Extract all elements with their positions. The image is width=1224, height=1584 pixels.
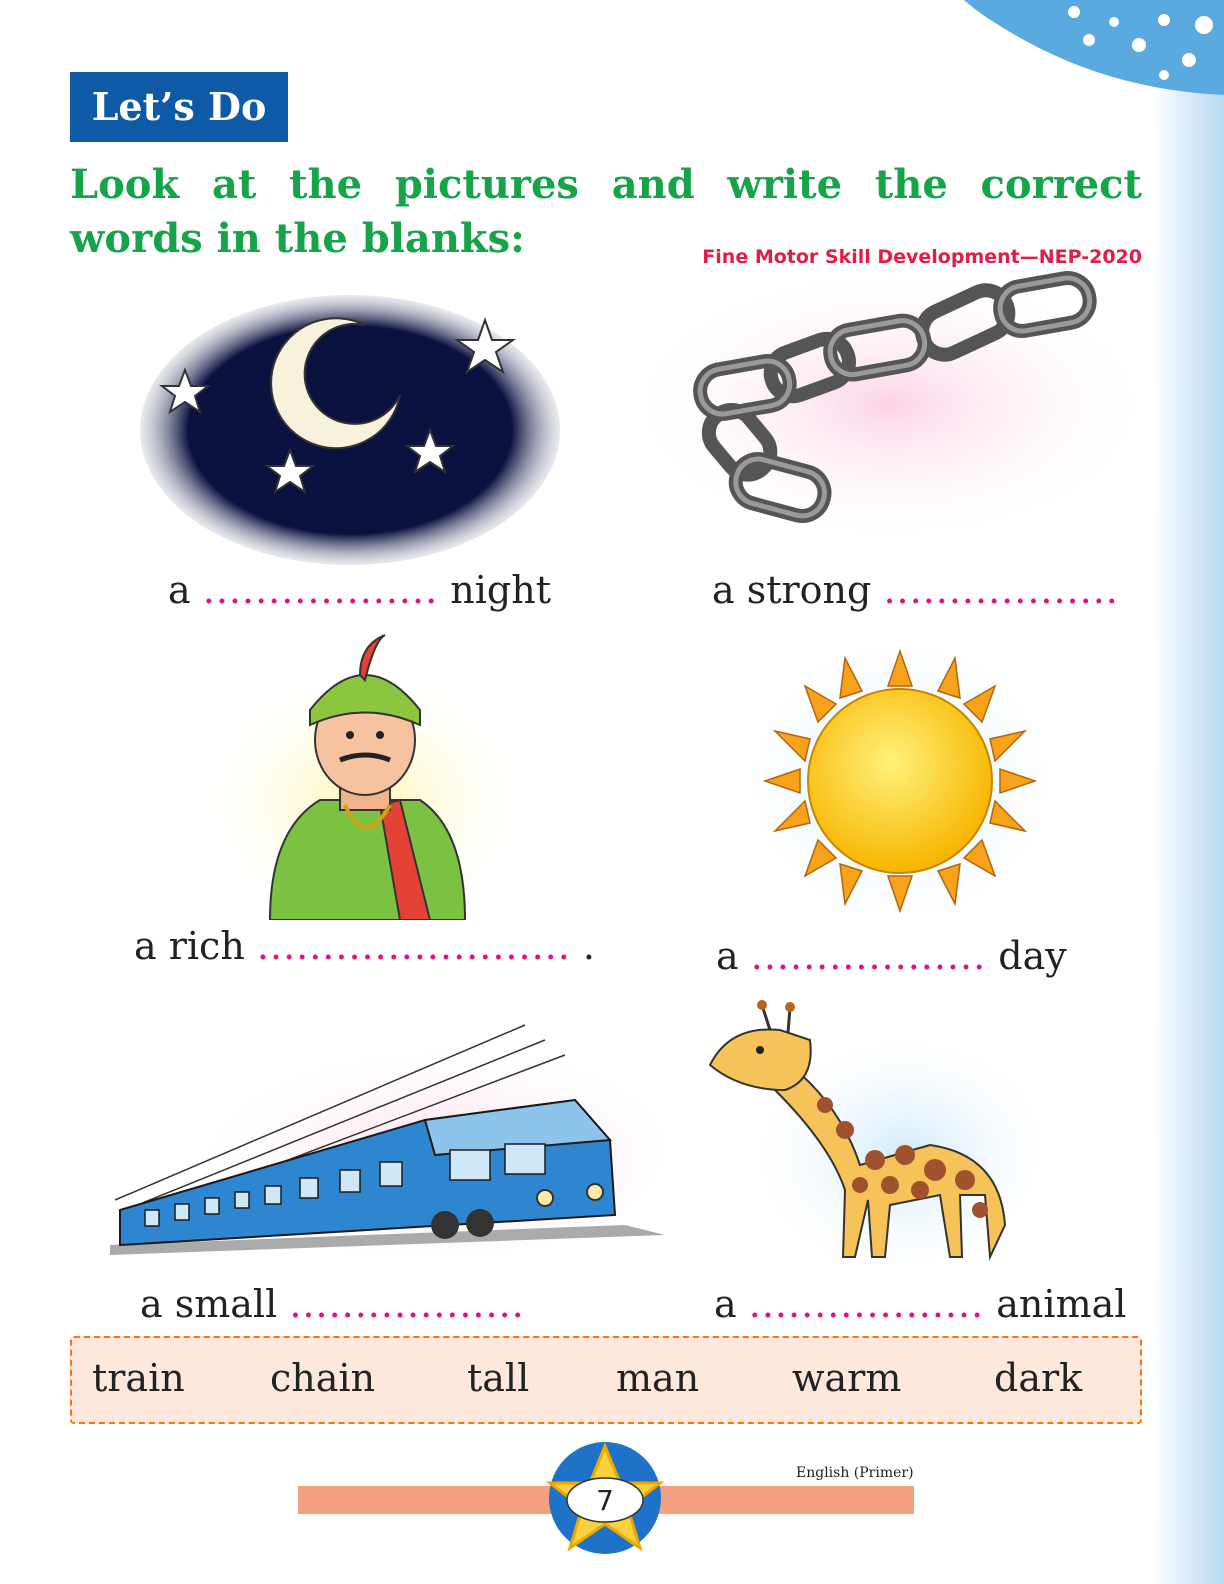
- caption-4: [716, 934, 1067, 978]
- corner-decoration: [964, 0, 1224, 100]
- caption-2: [712, 568, 1119, 612]
- blank-1[interactable]: ..................: [202, 568, 439, 612]
- page-number: 7: [596, 1484, 614, 1517]
- rich-man-picture: [200, 630, 530, 920]
- caption-6-before: a: [714, 1282, 737, 1326]
- word-train[interactable]: train: [92, 1356, 185, 1400]
- giraffe-picture: [700, 995, 1040, 1265]
- blank-2[interactable]: ..................: [883, 568, 1119, 612]
- word-man[interactable]: man: [616, 1356, 700, 1400]
- word-dark[interactable]: dark: [994, 1356, 1083, 1400]
- blank-5[interactable]: ..................: [289, 1282, 525, 1326]
- word-bank: [70, 1336, 1142, 1424]
- caption-6-after: animal: [996, 1282, 1127, 1326]
- caption-4-after: day: [998, 934, 1067, 978]
- skill-tag: Fine Motor Skill Development—NEP-2020: [702, 246, 1142, 268]
- caption-3-before: a rich: [134, 924, 245, 968]
- word-warm[interactable]: warm: [792, 1356, 902, 1400]
- caption-5-before: a small: [140, 1282, 278, 1326]
- sun-picture: [750, 636, 1050, 926]
- side-strip: [1154, 0, 1224, 1584]
- train-picture: [105, 1020, 665, 1260]
- blank-4[interactable]: ..................: [750, 934, 987, 978]
- blank-6[interactable]: ..................: [748, 1282, 985, 1326]
- word-chain[interactable]: chain: [270, 1356, 376, 1400]
- section-header: Let’s Do: [70, 72, 288, 142]
- caption-1-before: a: [168, 568, 191, 612]
- caption-3-after: .: [582, 924, 595, 968]
- caption-1-after: night: [450, 568, 551, 612]
- caption-3: [134, 924, 595, 968]
- page-number-badge: [540, 1438, 670, 1568]
- book-title: English (Primer): [796, 1465, 914, 1481]
- chain-picture: [640, 270, 1140, 540]
- night-sky-picture: [140, 290, 560, 570]
- caption-5: [140, 1282, 525, 1326]
- blank-3[interactable]: ........................: [256, 924, 571, 968]
- caption-1: [168, 568, 551, 612]
- word-tall[interactable]: tall: [467, 1356, 530, 1400]
- caption-4-before: a: [716, 934, 739, 978]
- caption-6: [714, 1282, 1126, 1326]
- caption-2-before: a strong: [712, 568, 872, 612]
- instruction-text: Look at the pictures and write the correct words in the blanks:: [70, 161, 1142, 262]
